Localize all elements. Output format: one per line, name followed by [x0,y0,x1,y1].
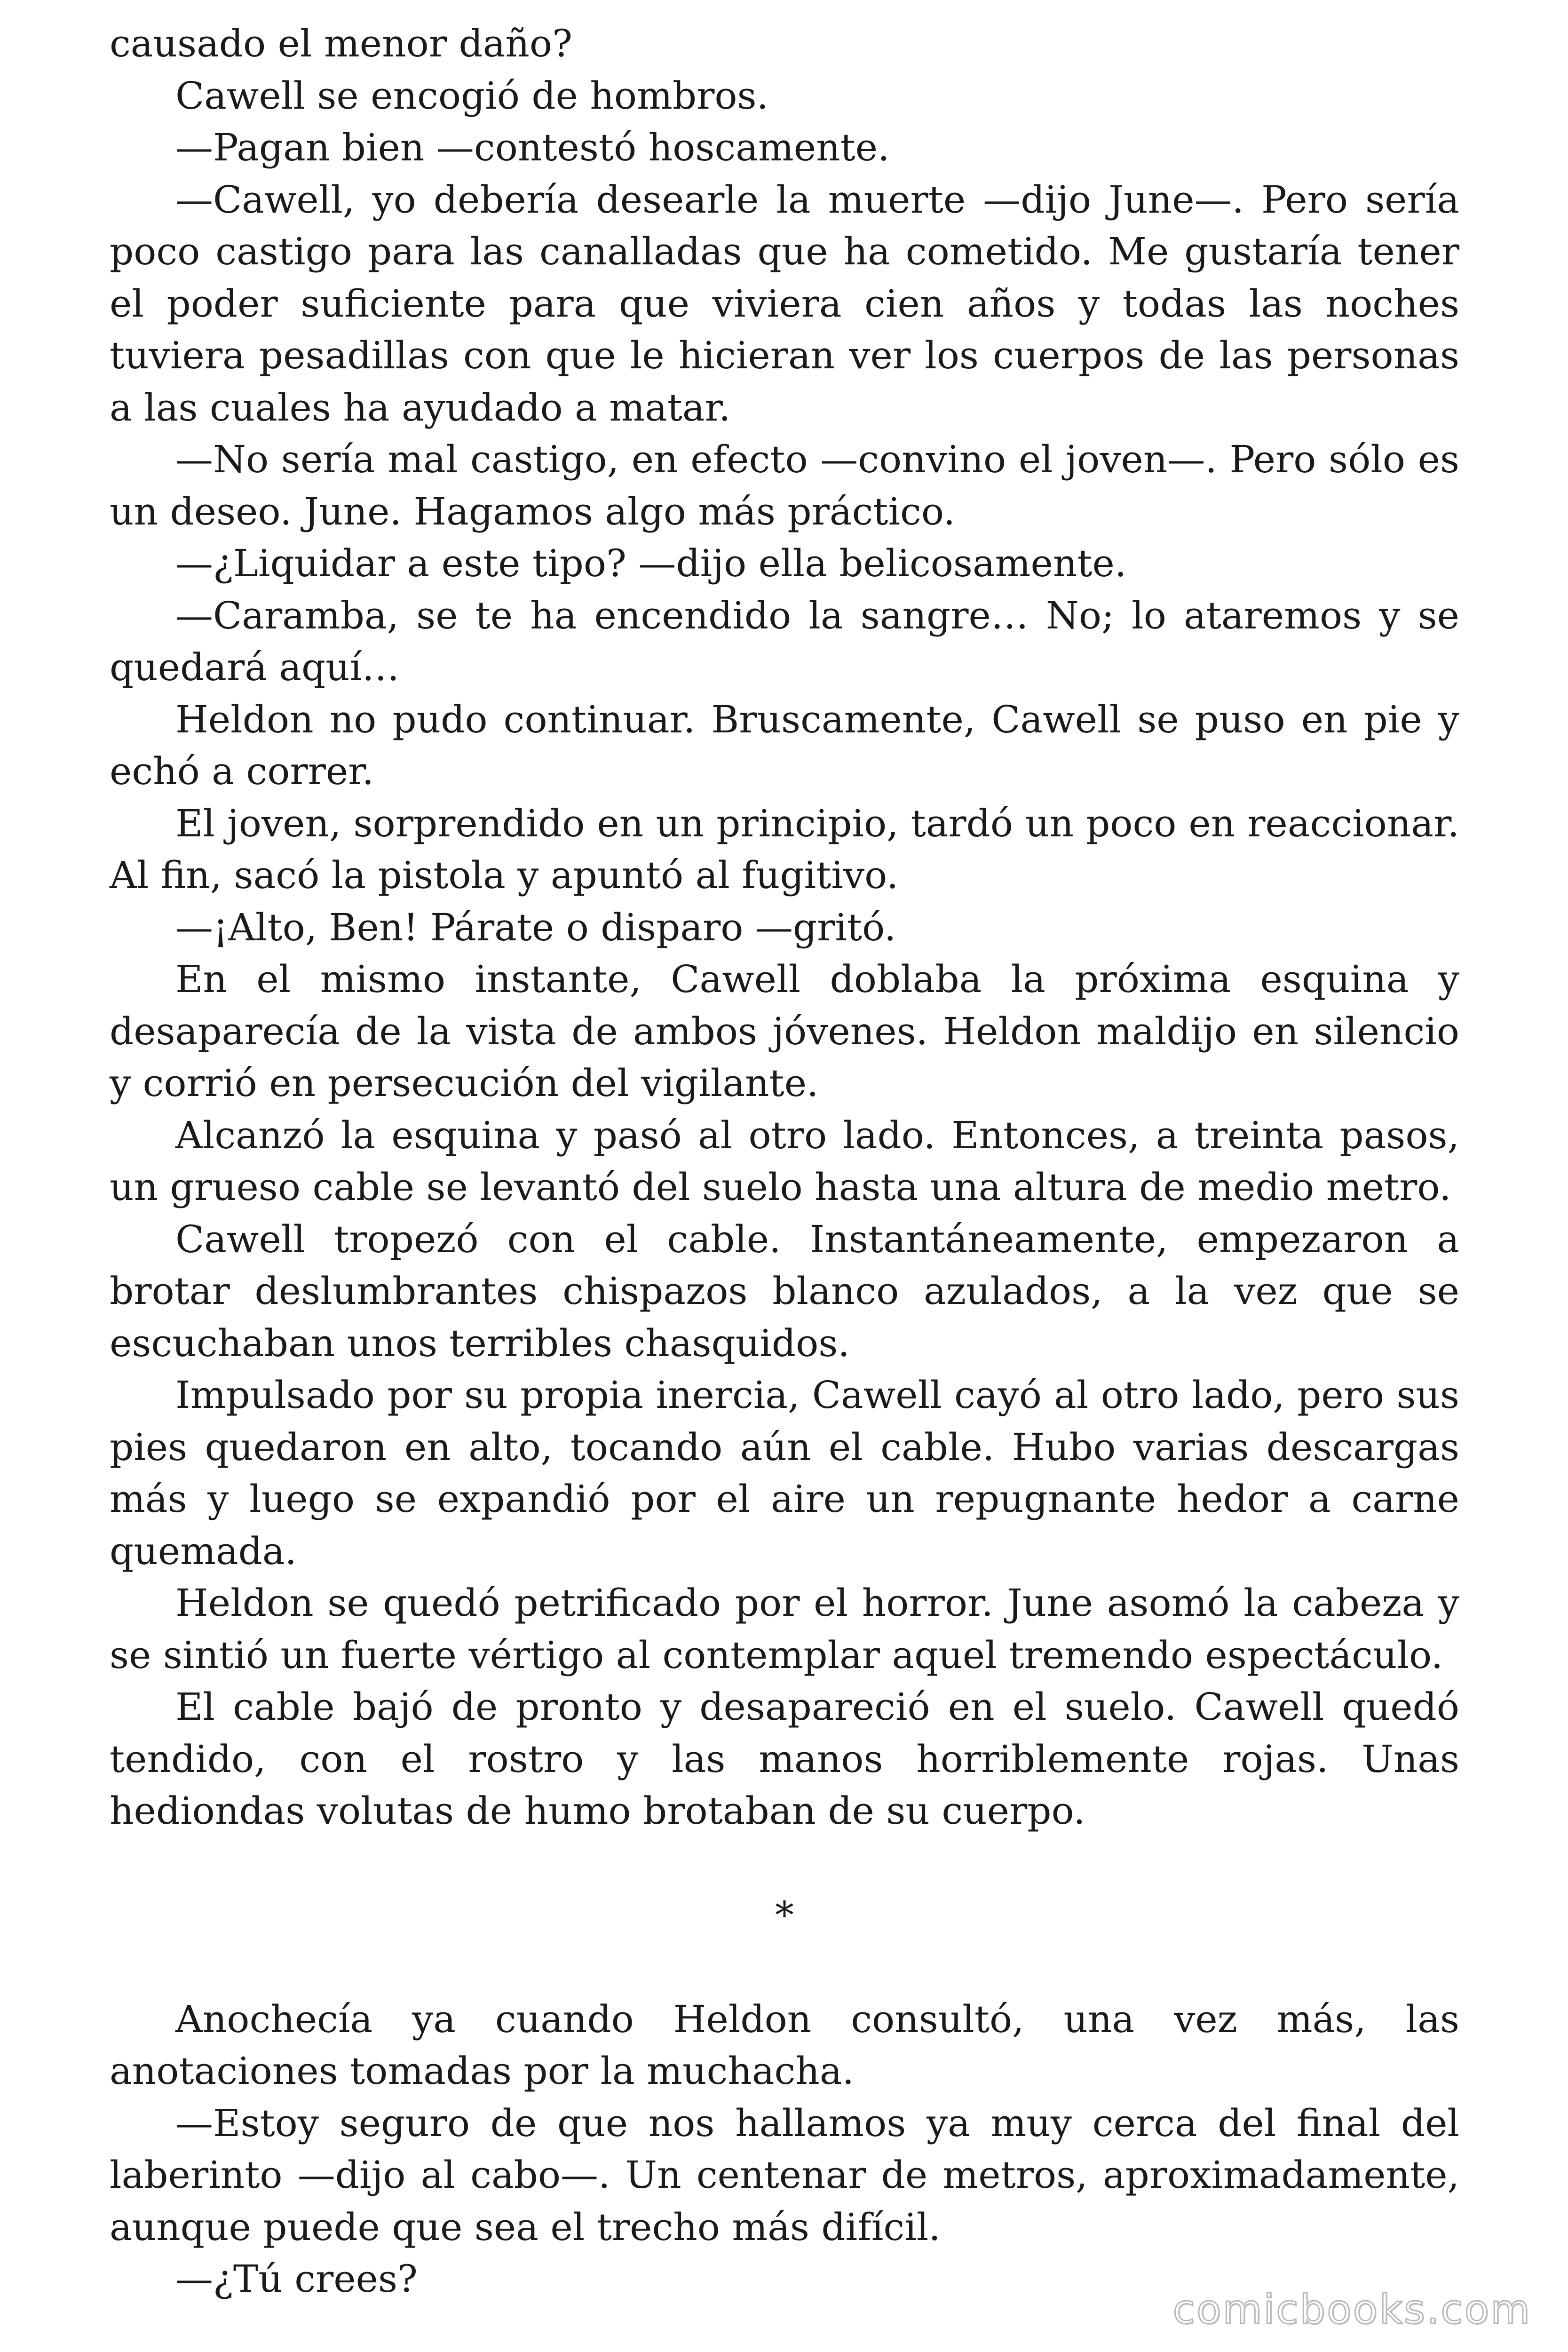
paragraph: Heldon no pudo continuar. Bruscamente, Cawell se puso en pie y echó a correr. [110,697,1459,793]
watermark: comicbooks.com [1172,2286,1531,2333]
paragraph: Cawell tropezó con el cable. Instantáneamente, empezaron a brotar deslumbrantes chispazos blanco azulados, a la vez que se escuchaban unos terribles chasquidos. [110,1217,1459,1365]
paragraph: El joven, sorprendido en un principio, tardó un poco en reaccionar. Al fin, sacó la pistola y apuntó al fugitivo. [110,801,1459,897]
section-break [110,1837,1459,1994]
book-page [110,18,1459,2305]
paragraph: Alcanzó la esquina y pasó al otro lado. Entonces, a treinta pasos, un grueso cable se levantó del suelo hasta una altura de medio metro. [110,1113,1459,1209]
paragraph: Anochecía ya cuando Heldon consultó, una vez más, las anotaciones tomadas por la muchacha. [110,1997,1459,2093]
paragraph: Heldon se quedó petrificado por el horror. June asomó la cabeza y se sintió un fuerte vértigo al contemplar aquel tremendo espectáculo. [110,1581,1459,1677]
paragraph: Impulsado por su propia inercia, Cawell cayó al otro lado, pero sus pies quedaron en alto, tocando aún el cable. Hubo varias descargas más y luego se expandió por el aire un repugnante hedor a carne quemada. [110,1373,1459,1573]
paragraph: Cawell se encogió de hombros. [175,73,769,118]
paragraph: —Estoy seguro de que nos hallamos ya muy cerca del final del laberinto —dijo al cabo—. Un centenar de metros, aproximadamente, aunque puede que sea el trecho más difícil. [110,2101,1459,2249]
paragraph: —¿Tú crees? [175,2257,418,2301]
paragraph: —¡Alto, Ben! Párate o disparo —gritó. [175,905,896,949]
paragraph: —Pagan bien —contestó hoscamente. [175,126,890,169]
paragraph: El cable bajó de pronto y desapareció en el suelo. Cawell quedó tendido, con el rostro y las manos horriblemente rojas. Unas hediondas volutas de humo brotaban de su cuerpo. [110,1685,1459,1833]
paragraph: —No sería mal castigo, en efecto —convino el joven—. Pero sólo es un deseo. June. Hagamos algo más práctico. [110,437,1459,533]
text-block-after-break [110,1994,1459,2305]
paragraph: causado el menor daño? [110,22,572,65]
paragraph: En el mismo instante, Cawell doblaba la próxima esquina y desaparecía de la vista de ambos jóvenes. Heldon maldijo en silencio y corrió en persecución del vigilante. [110,957,1459,1105]
paragraph: —¿Liquidar a este tipo? —dijo ella belicosamente. [175,541,1127,585]
paragraph: —Caramba, se te ha encendido la sangre… No; lo ataremos y se quedará aquí… [110,593,1459,689]
text-block-before-break [110,18,1459,1837]
asterisk-separator: * [775,1893,794,1937]
paragraph: —Cawell, yo debería desearle la muerte —dijo June—. Pero sería poco castigo para las canalladas que ha cometido. Me gustaría tener el poder suficiente para que viviera cien años y todas las noches tuviera pesadillas con que le hicieran ver los cuerpos de las personas a las cuales ha ayudado a matar. [110,177,1459,429]
